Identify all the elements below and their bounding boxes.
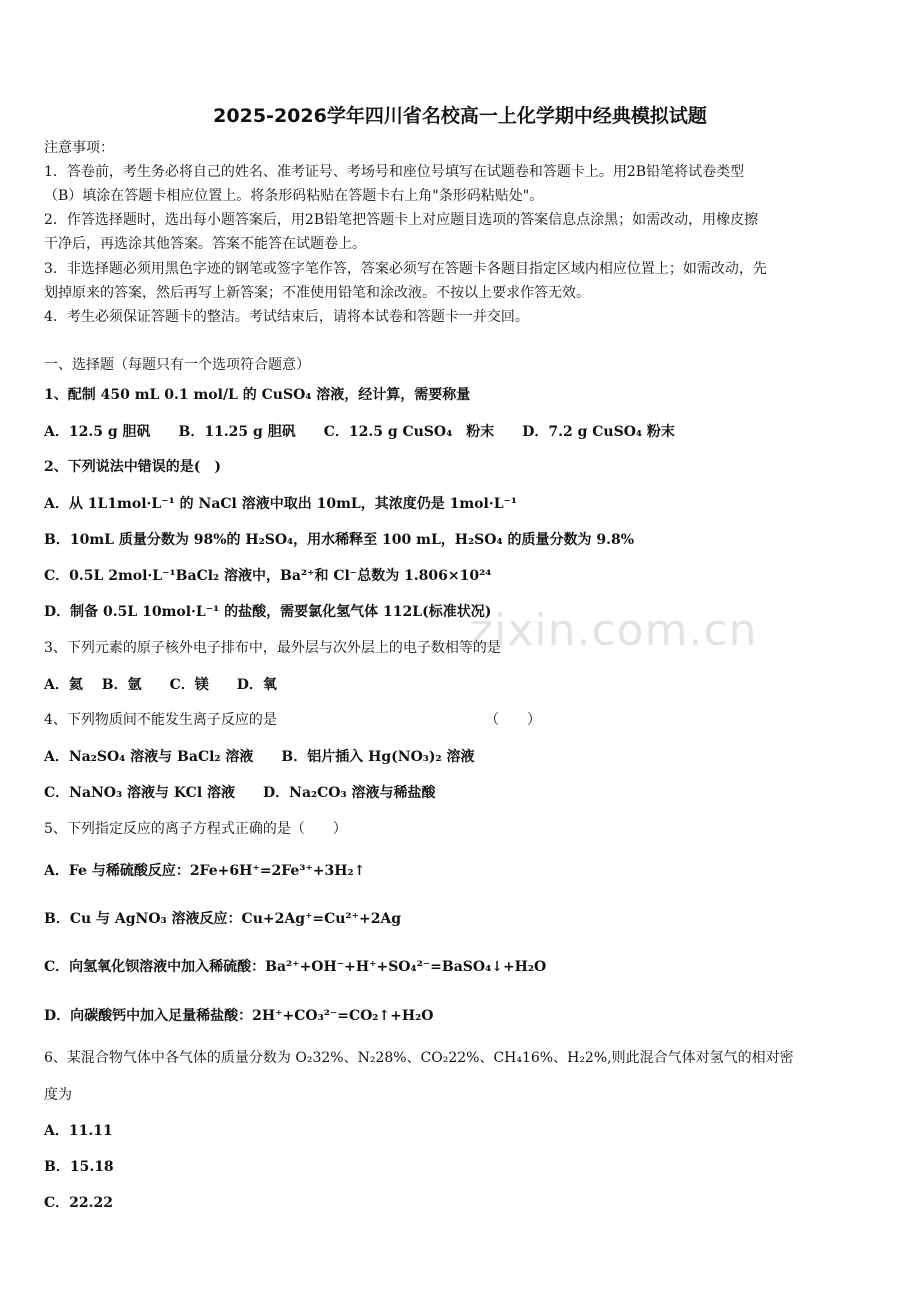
- watermark: zixin.com.cn: [470, 605, 758, 656]
- q6-stem-line2: 度为: [44, 1087, 72, 1103]
- note-3a: 3．非选择题必须用黑色字迹的钢笔或签字笔作答，答案必须写在答题卡各题目指定区域内相应位置上；如需改动，先: [44, 261, 767, 277]
- q4-options-ab: A．Na₂SO₄ 溶液与 BaCl₂ 溶液 B．铝片插入 Hg(NO₃)₂ 溶液: [44, 749, 475, 765]
- note-2a: 2．作答选择题时，选出每小题答案后，用2B铅笔把答题卡上对应题目选项的答案信息点涂黑；如需改动，用橡皮擦: [44, 212, 759, 228]
- q1-stem: 1、配制 450 mL 0.1 mol/L 的 CuSO₄ 溶液，经计算，需要称量: [44, 387, 471, 403]
- q6-option-c: C．22.22: [44, 1195, 113, 1211]
- q1-options: A．12.5 g 胆矾 B．11.25 g 胆矾 C．12.5 g CuSO₄ 粉末 D．7.2 g CuSO₄ 粉末: [44, 424, 675, 440]
- section-heading: 一、选择题（每题只有一个选项符合题意）: [44, 357, 310, 373]
- q6-option-a: A．11.11: [44, 1123, 113, 1139]
- notes-heading: 注意事项：: [44, 140, 114, 156]
- q5-option-a: A．Fe 与稀硫酸反应：2Fe+6H⁺=2Fe³⁺+3H₂↑: [44, 863, 366, 879]
- q4-answer-paren: （ ）: [485, 712, 541, 728]
- q5-option-c: C．向氢氧化钡溶液中加入稀硫酸：Ba²⁺+OH⁻+H⁺+SO₄²⁻=BaSO₄↓+H₂O: [44, 959, 547, 975]
- q3-options: A．氦 B．氩 C．镁 D．氧: [44, 677, 277, 693]
- q2-option-d: D．制备 0.5L 10mol·L⁻¹ 的盐酸，需要氯化氢气体 112L(标准状况): [44, 604, 492, 620]
- note-2b: 干净后，再选涂其他答案。答案不能答在试题卷上。: [44, 236, 366, 252]
- note-4: 4．考生必须保证答题卡的整洁。考试结束后，请将本试卷和答题卡一并交回。: [44, 309, 529, 325]
- q2-option-c: C．0.5L 2mol·L⁻¹BaCl₂ 溶液中，Ba²⁺和 Cl⁻总数为 1.806×10²⁴: [44, 568, 492, 584]
- q6-option-b: B．15.18: [44, 1159, 114, 1175]
- q2-option-b: B．10mL 质量分数为 98%的 H₂SO₄，用水稀释至 100 mL，H₂SO₄ 的质量分数为 9.8%: [44, 532, 635, 548]
- q2-stem: 2、下列说法中错误的是( ): [44, 459, 221, 475]
- q6-stem-line1: 6、某混合物气体中各气体的质量分数为 O₂32%、N₂28%、CO₂22%、CH₄16%、H₂2%,则此混合气体对氢气的相对密: [44, 1050, 794, 1066]
- note-1a: 1．答卷前，考生务必将自己的姓名、准考证号、考场号和座位号填写在试题卷和答题卡上。用2B铅笔将试卷类型: [44, 164, 745, 180]
- page-title: 2025-2026学年四川省名校高一上化学期中经典模拟试题: [213, 105, 707, 127]
- q5-option-b: B．Cu 与 AgNO₃ 溶液反应：Cu+2Ag⁺=Cu²⁺+2Ag: [44, 911, 402, 927]
- q5-option-d: D．向碳酸钙中加入足量稀盐酸：2H⁺+CO₃²⁻=CO₂↑+H₂O: [44, 1008, 434, 1024]
- q2-option-a: A．从 1L1mol·L⁻¹ 的 NaCl 溶液中取出 10mL，其浓度仍是 1mol·L⁻¹: [44, 496, 518, 512]
- q3-stem: 3、下列元素的原子核外电子排布中，最外层与次外层上的电子数相等的是: [44, 640, 501, 656]
- q5-stem: 5、下列指定反应的离子方程式正确的是（ ）: [44, 821, 347, 837]
- q4-options-cd: C．NaNO₃ 溶液与 KCl 溶液 D．Na₂CO₃ 溶液与稀盐酸: [44, 785, 436, 801]
- note-1b: （B）填涂在答题卡相应位置上。将条形码粘贴在答题卡右上角"条形码粘贴处"。: [44, 188, 544, 204]
- q4-stem: 4、下列物质间不能发生离子反应的是: [44, 712, 277, 728]
- note-3b: 划掉原来的答案，然后再写上新答案；不准使用铅笔和涂改液。不按以上要求作答无效。: [44, 285, 590, 301]
